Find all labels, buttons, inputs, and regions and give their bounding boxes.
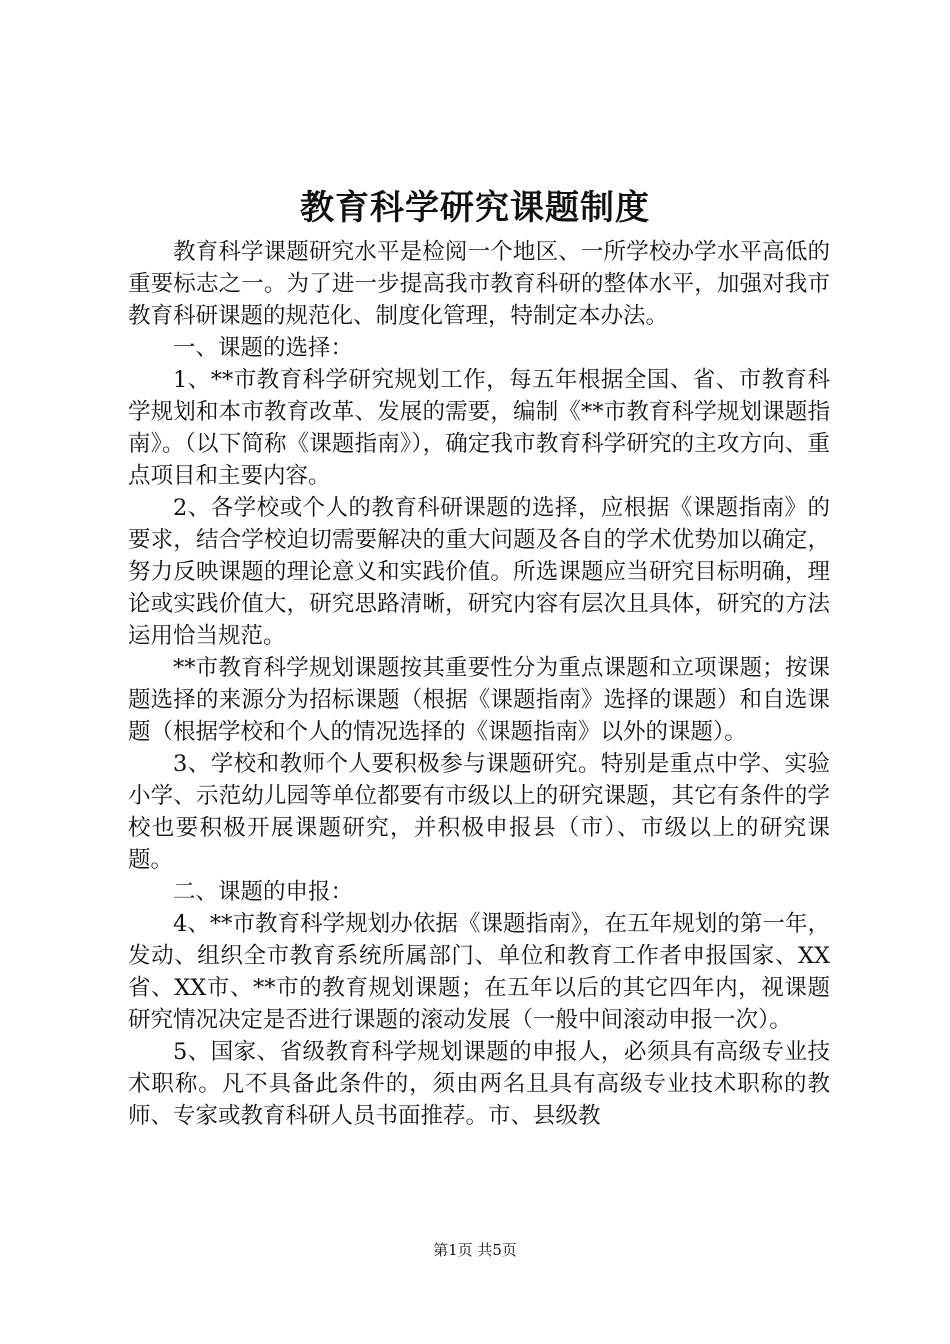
section-heading-selection: 一、课题的选择： bbox=[173, 335, 354, 361]
paragraph-intro: 教育科学课题研究水平是检阅一个地区、一所学校办学水平高低的重要标志之一。为了进一步提高我市教育科研的整体水平，加强对我市教育科研课题的规范化、制度化管理，特制定本办法。 bbox=[128, 239, 830, 329]
paragraph-classification: **市教育科学规划课题按其重要性分为重点课题和立项课题；按课题选择的来源分为招标课题（根据《课题指南》选择的课题）和自选课题（根据学校和个人的情况选择的《课题指南》以外的课题）。 bbox=[128, 655, 830, 745]
paragraph-item-3: 3、学校和教师个人要积极参与课题研究。特别是重点中学、实验小学、示范幼儿园等单位都要有市级以上的研究课题，其它有条件的学校也要积极开展课题研究，并积极申报县（市）、市级以上的研究课题。 bbox=[128, 751, 830, 873]
document-body bbox=[128, 236, 830, 1132]
paragraph-item-5: 5、国家、省级教育科学规划课题的申报人，必须具有高级专业技术职称。凡不具备此条件的，须由两名且具有高级专业技术职称的教师、专家或教育科研人员书面推荐。市、县级教 bbox=[128, 1039, 830, 1129]
paragraph-item-4: 4、**市教育科学规划办依据《课题指南》，在五年规划的第一年，发动、组织全市教育系统所属部门、单位和教育工作者申报国家、XX省、XX市、**市的教育规划课题；在五年以后的其它四年内，视课题研究情况决定是否进行课题的滚动发展（一般中间滚动申报一次）。 bbox=[128, 911, 830, 1033]
section-heading-application: 二、课题的申报： bbox=[173, 879, 354, 905]
paragraph-item-2: 2、各学校或个人的教育科研课题的选择，应根据《课题指南》的要求，结合学校迫切需要解决的重大问题及各自的学术优势加以确定，努力反映课题的理论意义和实践价值。所选课题应当研究目标明确，理论或实践价值大，研究思路清晰，研究内容有层次且具体，研究的方法运用恰当规范。 bbox=[128, 495, 830, 649]
page-footer: 第1页 共5页 bbox=[433, 1241, 517, 1259]
paragraph-item-1: 1、**市教育科学研究规划工作，每五年根据全国、省、市教育科学规划和本市教育改革、发展的需要，编制《**市教育科学规划课题指南》。（以下简称《课题指南》），确定我市教育科学研究的主攻方向、重点项目和主要内容。 bbox=[128, 367, 830, 489]
document-title: 教育科学研究课题制度 bbox=[300, 188, 650, 228]
